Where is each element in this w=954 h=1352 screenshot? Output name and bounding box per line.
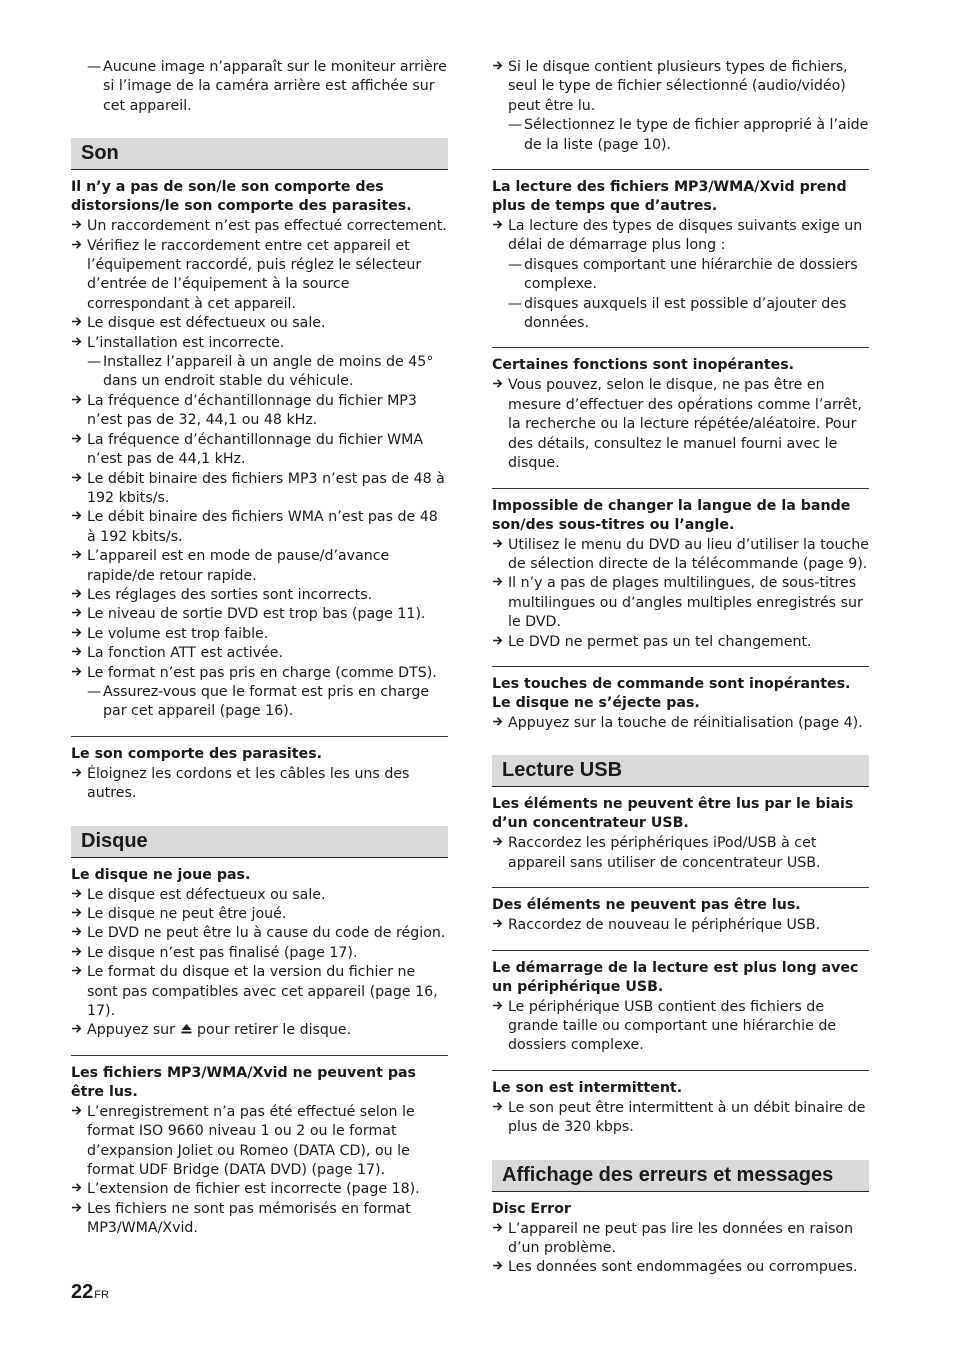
arrow-right-icon [492,716,503,727]
block-title: Impossible de changer la langue de la bande son/des sous-titres ou l’angle. [492,497,851,533]
list-item [71,237,448,315]
item-text: L’appareil est en mode de pause/d’avance rapide/de retour rapide. [87,548,390,584]
arrow-right-icon [492,1101,503,1112]
item-text: Le disque ne peut être joué. [87,906,287,922]
item-text: La lecture des types de disques suivants exige un délai de démarrage plus long : [508,218,863,254]
list-item [492,1220,869,1259]
language-code: FR [94,1289,109,1301]
item-text: Le format du disque et la version du fichier ne sont pas compatibles avec cet appareil (page 16, 17). [87,964,438,1020]
item-text: Raccordez de nouveau le périphérique USB. [508,917,821,934]
troubleshoot-block [492,795,869,873]
arrow-right-icon [71,965,82,976]
item-text: Le périphérique USB contient des fichiers de grande taille ou comportant une hiérarchie de dossiers complexe. [508,998,837,1054]
arrow-right-icon [71,607,82,618]
list-item [71,217,448,236]
list-item [71,470,448,509]
sub-item: — Sélectionnez le type de fichier approprié à l’aide de la liste (page 10). [508,117,869,153]
list-item [492,998,869,1056]
block-title: Le démarrage de la lecture est plus long avec un périphérique USB. [492,959,859,995]
left-sections [71,138,448,1238]
list-item [492,574,869,632]
arrow-right-icon [71,888,82,899]
troubleshoot-block [492,666,869,733]
arrow-right-icon [71,316,82,327]
page-footer [71,1281,109,1304]
item-text: L’appareil ne peut pas lire les données en raison d’un problème. [508,1220,854,1256]
arrow-right-icon [71,627,82,638]
list-item [71,944,448,963]
section-heading: Disque [71,826,448,858]
item-text: Le débit binaire des fichiers MP3 n’est pas de 48 à 192 kbits/s. [87,470,445,506]
arrow-right-icon [71,239,82,250]
arrow-right-icon [71,666,82,677]
troubleshoot-block [71,178,448,722]
block-title: Des éléments ne peuvent pas être lus. [492,897,801,914]
eject-icon [180,1022,193,1035]
sub-item: — Installez l’appareil à un angle de moins de 45° dans un endroit stable du véhicule. [87,354,434,390]
item-text: La fonction ATT est activée. [87,645,284,662]
troubleshoot-block [71,866,448,1041]
item-text: Éloignez les cordons et les câbles les uns des autres. [87,765,410,802]
arrow-right-icon [492,1000,503,1011]
item-text: Les données sont endommagées ou corrompues. [508,1259,858,1276]
list-item [71,886,448,905]
item-text: Le disque est défectueux ou sale. [87,315,326,332]
item-text: Un raccordement n’est pas effectué correctement. [87,218,447,235]
list-item [492,834,869,873]
left-column [71,58,448,1239]
item-text: Vous pouvez, selon le disque, ne pas être en mesure d’effectuer des opérations comme l’arrêt, la recherche ou la lecture répétée/aléatoire. Pour des détails, consultez le manuel fourni avec le disque. [508,377,862,472]
arrow-right-icon [492,836,503,847]
block-title: Le son comporte des parasites. [71,745,323,762]
item-text: Utilisez le menu du DVD au lieu d’utiliser la touche de sélection directe de la télécommande (page 9). [508,536,869,572]
arrow-right-icon [71,1182,82,1193]
item-text: L’extension de fichier est incorrecte (page 18). [87,1181,420,1198]
list-item [492,633,869,652]
item-text: Les réglages des sorties sont incorrects. [87,586,373,603]
right-column [492,58,869,1278]
troubleshoot-block [71,1055,448,1239]
troubleshoot-block [492,950,869,1056]
list-item [71,963,448,1021]
list-item [71,605,448,624]
arrow-right-icon [71,1105,82,1116]
block-title: Les éléments ne peuvent être lus par le biais d’un concentrateur USB. [492,796,854,832]
item-text: Le volume est trop faible. [87,625,269,642]
right-intro-items [492,58,869,155]
sub-item: — disques comportant une hiérarchie de dossiers complexe. [508,256,858,293]
list-item [71,664,448,683]
arrow-right-icon [71,336,82,347]
list-item [492,376,869,473]
troubleshoot-block [492,347,869,473]
list-item [71,314,448,333]
arrow-right-icon [71,767,82,778]
right-sections [492,755,869,1277]
block-title: Le son est intermittent. [492,1079,683,1096]
sub-item: — Assurez-vous que le format est pris en charge par cet appareil (page 16). [87,683,430,720]
item-text: Le niveau de sortie DVD est trop bas (page 11). [87,606,426,623]
list-item [492,536,869,575]
block-title: Certaines fonctions sont inopérantes. [492,357,795,374]
list-item [71,644,448,663]
block-title: Les fichiers MP3/WMA/Xvid ne peuvent pas être lus. [71,1064,416,1100]
list-item [71,547,448,586]
troubleshoot-block [492,887,869,935]
arrow-right-icon [492,219,503,230]
arrow-right-icon [492,60,503,71]
list-item [492,1099,869,1138]
list-item [492,217,869,256]
right-blocks [492,169,869,733]
arrow-right-icon [71,510,82,521]
section-heading: Affichage des erreurs et messages [492,1160,869,1192]
section-heading: Lecture USB [492,755,869,787]
item-text: Vérifiez le raccordement entre cet appareil et l’équipement raccordé, puis réglez le sélecteur d’entrée de l’équipement à la source correspondant à cet appareil. [87,237,422,312]
list-item [492,714,869,733]
list-item [71,392,448,431]
arrow-right-icon [492,538,503,549]
list-item [71,1103,448,1181]
list-item [492,58,869,116]
item-text: Les fichiers ne sont pas mémorisés en format MP3/WMA/Xvid. [87,1200,411,1237]
item-text: La fréquence d’échantillonnage du fichier MP3 n’est pas de 32, 44,1 ou 48 kHz. [87,392,417,429]
arrow-right-icon [71,926,82,937]
item-text: La fréquence d’échantillonnage du fichier WMA n’est pas de 44,1 kHz. [87,431,424,468]
list-item [71,586,448,605]
arrow-right-icon [492,635,503,646]
list-item [492,1258,869,1277]
list-item [71,1180,448,1199]
arrow-right-icon [71,219,82,230]
troubleshoot-block [71,736,448,804]
section-heading: Son [71,138,448,170]
arrow-right-icon [71,946,82,957]
arrow-right-icon [492,1260,503,1271]
item-text: Raccordez les périphériques iPod/USB à cet appareil sans utiliser de concentrateur USB. [508,835,821,871]
item-text: L’enregistrement n’a pas été effectué selon le format ISO 9660 niveau 1 ou 2 ou le format d’expansion Joliet ou Romeo (DATA CD), ou le format UDF Bridge (DATA DVD) (page 17). [87,1103,415,1179]
arrow-right-icon [71,1023,82,1034]
item-text: Le débit binaire des fichiers WMA n’est pas de 48 à 192 kbits/s. [87,509,438,545]
list-item [71,1021,448,1040]
arrow-right-icon [71,433,82,444]
sub-item: — disques auxquels il est possible d’ajouter des données. [508,295,847,332]
troubleshoot-block [492,1070,869,1138]
list-item [71,765,448,804]
arrow-right-icon [71,472,82,483]
arrow-right-icon [71,588,82,599]
block-title: Il n’y a pas de son/le son comporte des distorsions/le son comporte des parasites. [71,179,412,215]
troubleshoot-block [492,169,869,333]
block-title: Disc Error [492,1200,571,1217]
block-title: Les touches de commande sont inopérantes. Le disque ne s’éjecte pas. [492,675,851,711]
troubleshoot-block [492,488,869,652]
arrow-right-icon [492,576,503,587]
item-text: Appuyez sur [87,1022,180,1039]
item-text: Le disque n’est pas finalisé (page 17). [87,944,358,961]
troubleshoot-block [492,1200,869,1278]
arrow-right-icon [492,378,503,389]
intro-note: — Aucune image n’apparaît sur le moniteur arrière si l’image de la caméra arrière est affichée sur cet appareil. [87,59,447,114]
arrow-right-icon [71,1202,82,1213]
item-text: Il n’y a pas de plages multilingues, de sous-titres multilingues ou d’angles multiples enregistrés sur le DVD. [508,575,863,631]
page-number: 22 [71,1281,94,1303]
list-item [71,625,448,644]
list-item [71,905,448,924]
item-text: Appuyez sur la touche de réinitialisation (page 4). [508,714,863,731]
item-text: Le disque est défectueux ou sale. [87,886,326,903]
list-item [71,508,448,547]
list-item [71,431,448,470]
list-item [71,924,448,943]
arrow-right-icon [492,1222,503,1233]
list-item [71,1200,448,1239]
arrow-right-icon [71,907,82,918]
list-item [71,334,448,353]
item-text: Le DVD ne peut être lu à cause du code de région. [87,925,446,942]
item-text: Le format n’est pas pris en charge (comme DTS). [87,664,437,681]
item-text: Le son peut être intermittent à un débit binaire de plus de 320 kbps. [508,1099,866,1136]
arrow-right-icon [492,918,503,929]
item-text: Si le disque contient plusieurs types de fichiers, seul le type de fichier sélectionné (audio/vidéo) peut être lu. [508,59,848,114]
item-text: Le DVD ne permet pas un tel changement. [508,633,812,650]
arrow-right-icon [71,549,82,560]
block-title: Le disque ne joue pas. [71,866,251,883]
list-item [492,916,869,935]
item-text-after: pour retirer le disque. [192,1022,352,1039]
block-title: La lecture des fichiers MP3/WMA/Xvid prend plus de temps que d’autres. [492,179,847,215]
arrow-right-icon [71,646,82,657]
arrow-right-icon [71,394,82,405]
item-text: L’installation est incorrecte. [87,334,285,351]
